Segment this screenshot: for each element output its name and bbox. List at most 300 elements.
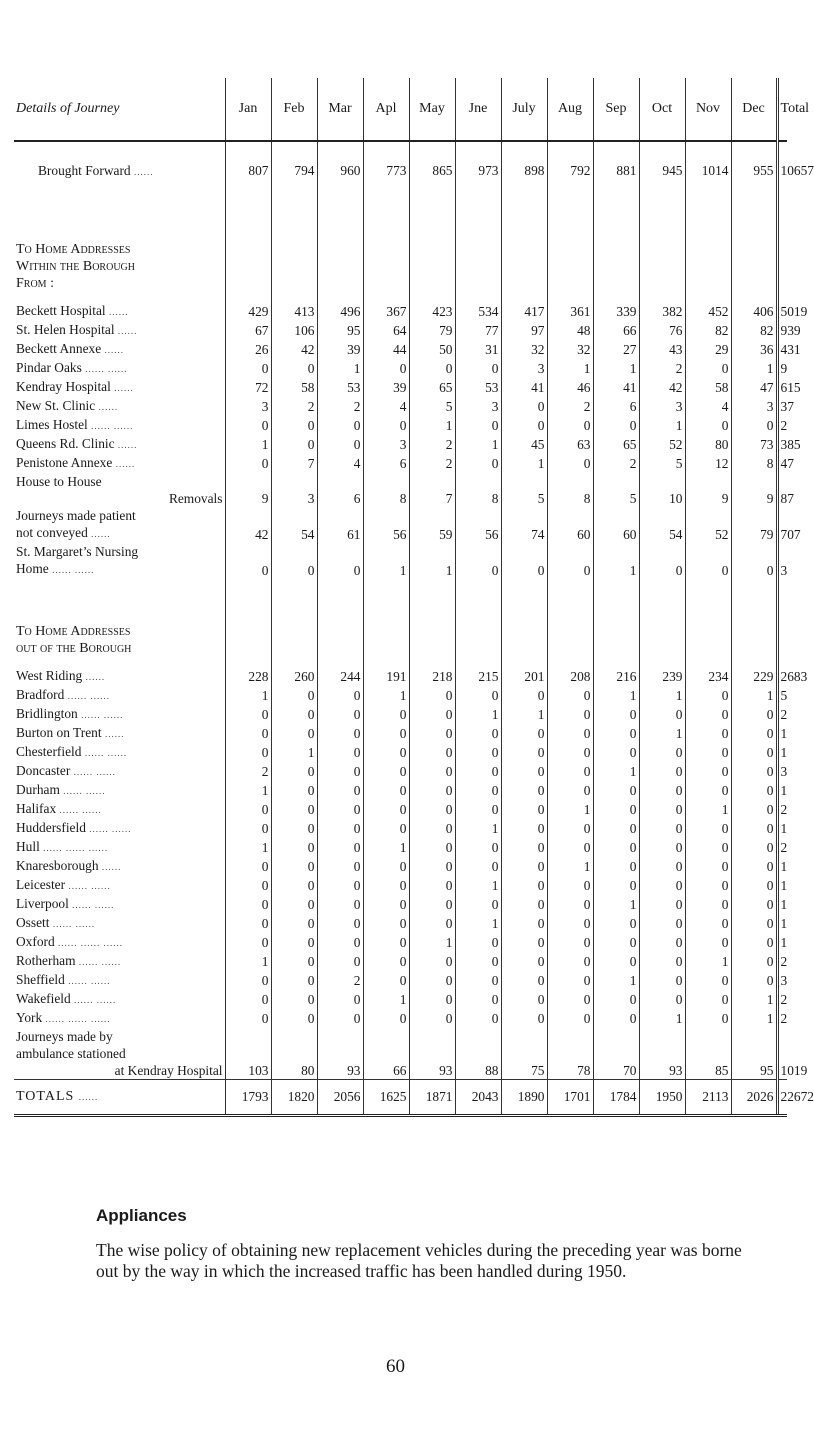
value-cell: 234 [685, 667, 731, 686]
row-label-line: West Riding [16, 668, 83, 683]
total-cell: 2 [777, 990, 787, 1009]
section-heading-line: To Home Addresses [16, 624, 131, 639]
value-cell: 2 [317, 397, 363, 416]
value-cell: 0 [547, 762, 593, 781]
dot-leader: ...... [98, 402, 119, 412]
value-cell: 54 [639, 507, 685, 543]
value-cell: 42 [639, 378, 685, 397]
value-cell: 58 [271, 378, 317, 397]
value-cell: 0 [501, 781, 547, 800]
table-row [14, 838, 787, 857]
value-cell: 1 [593, 971, 639, 990]
value-cell: 0 [409, 971, 455, 990]
value-cell: 0 [271, 952, 317, 971]
value-cell: 1 [547, 359, 593, 378]
value-cell: 417 [501, 302, 547, 321]
value-cell: 0 [685, 933, 731, 952]
value-cell: 59 [409, 507, 455, 543]
value-cell: 0 [685, 838, 731, 857]
value-cell: 0 [685, 895, 731, 914]
value-cell: 0 [455, 686, 501, 705]
row-label-line: Durham [16, 782, 60, 797]
table-row [14, 800, 787, 819]
dot-leader: ...... ...... [78, 957, 122, 967]
value-cell: 0 [639, 543, 685, 579]
value-cell: 0 [271, 435, 317, 454]
value-cell: 367 [363, 302, 409, 321]
total-cell: 2 [777, 952, 787, 971]
total-cell: 5 [777, 686, 787, 705]
value-cell: 1 [501, 454, 547, 473]
row-label-line: Burton on Trent [16, 725, 102, 740]
row-label-line: TOTALS [16, 1089, 75, 1104]
value-cell: 63 [547, 435, 593, 454]
value-cell: 0 [731, 724, 777, 743]
value-cell: 0 [731, 838, 777, 857]
value-cell: 0 [317, 952, 363, 971]
value-cell: 0 [501, 543, 547, 579]
value-cell: 1 [639, 1009, 685, 1028]
header-month-mar: Mar [317, 78, 363, 141]
value-cell: 0 [271, 705, 317, 724]
value-cell: 0 [317, 416, 363, 435]
value-cell: 80 [685, 435, 731, 454]
dot-leader: ...... ...... [81, 710, 124, 720]
dot-leader: ...... ...... [59, 805, 102, 815]
value-cell: 452 [685, 302, 731, 321]
table-row [14, 1009, 787, 1028]
value-cell: 8 [363, 473, 409, 507]
table-row [14, 435, 787, 454]
empty-cell [409, 200, 455, 302]
value-cell: 0 [731, 800, 777, 819]
value-cell: 1 [593, 543, 639, 579]
table-row [14, 895, 787, 914]
value-cell: 0 [547, 819, 593, 838]
row-label-line: Oxford [16, 934, 55, 949]
value-cell: 2043 [455, 1080, 501, 1116]
empty-cell [317, 200, 363, 302]
value-cell: 0 [685, 705, 731, 724]
value-cell: 0 [363, 876, 409, 895]
empty-cell [225, 200, 271, 302]
row-label [14, 416, 225, 435]
value-cell: 0 [593, 819, 639, 838]
value-cell: 0 [455, 781, 501, 800]
value-cell: 0 [455, 743, 501, 762]
total-cell: 707 [777, 507, 787, 543]
table-row [14, 359, 787, 378]
value-cell: 0 [363, 724, 409, 743]
row-label [14, 141, 225, 200]
empty-cell [593, 200, 639, 302]
value-cell: 58 [685, 378, 731, 397]
row-label [14, 454, 225, 473]
value-cell: 1701 [547, 1080, 593, 1116]
value-cell: 0 [501, 876, 547, 895]
value-cell: 0 [685, 857, 731, 876]
table-row [14, 473, 787, 507]
value-cell: 66 [593, 321, 639, 340]
value-cell: 80 [271, 1028, 317, 1080]
value-cell: 7 [271, 454, 317, 473]
value-cell: 0 [225, 705, 271, 724]
value-cell: 61 [317, 507, 363, 543]
value-cell: 208 [547, 667, 593, 686]
value-cell: 0 [501, 397, 547, 416]
value-cell: 2 [547, 397, 593, 416]
value-cell: 1 [501, 705, 547, 724]
value-cell: 0 [225, 971, 271, 990]
row-label-line: Liverpool [16, 896, 69, 911]
value-cell: 0 [363, 781, 409, 800]
section-heading-line: out of the Borough [16, 641, 132, 656]
dot-leader: ...... [117, 440, 138, 450]
row-label-line: Penistone Annexe [16, 455, 113, 470]
total-cell: 2 [777, 838, 787, 857]
dot-leader: ...... ...... ...... [43, 843, 109, 853]
value-cell: 1 [317, 359, 363, 378]
appliances-paragraph: The wise policy of obtaining new replacement vehicles during the preceding year was borne out by the way in which the increased traffic has been handled during 1950. [96, 1240, 742, 1281]
value-cell: 239 [639, 667, 685, 686]
value-cell: 45 [501, 435, 547, 454]
empty-cell [593, 579, 639, 667]
total-cell: 2 [777, 800, 787, 819]
row-label [14, 952, 225, 971]
table-row [14, 952, 787, 971]
total-cell: 1 [777, 743, 787, 762]
value-cell: 0 [317, 1009, 363, 1028]
value-cell: 0 [225, 724, 271, 743]
value-cell: 60 [593, 507, 639, 543]
value-cell: 0 [731, 543, 777, 579]
empty-cell [731, 200, 777, 302]
value-cell: 423 [409, 302, 455, 321]
journey-table [14, 78, 814, 1117]
value-cell: 0 [317, 895, 363, 914]
value-cell: 0 [363, 800, 409, 819]
row-label-line: at Kendray Hospital [114, 1063, 223, 1078]
empty-cell [363, 579, 409, 667]
value-cell: 54 [271, 507, 317, 543]
value-cell: 0 [271, 359, 317, 378]
value-cell: 0 [317, 876, 363, 895]
row-label-line: Wakefield [16, 991, 71, 1006]
row-label [14, 667, 225, 686]
table-row [14, 876, 787, 895]
total-cell: 1019 [777, 1028, 787, 1080]
value-cell: 0 [271, 971, 317, 990]
empty-cell [455, 579, 501, 667]
value-cell: 0 [639, 819, 685, 838]
row-label [14, 378, 225, 397]
value-cell: 1 [639, 686, 685, 705]
value-cell: 2 [639, 359, 685, 378]
value-cell: 1 [593, 359, 639, 378]
value-cell: 1 [225, 838, 271, 857]
table-row [14, 914, 787, 933]
value-cell: 3 [271, 473, 317, 507]
value-cell: 382 [639, 302, 685, 321]
value-cell: 0 [317, 857, 363, 876]
value-cell: 865 [409, 141, 455, 200]
value-cell: 5 [593, 473, 639, 507]
total-cell: 2 [777, 416, 787, 435]
value-cell: 0 [685, 359, 731, 378]
value-cell: 1 [593, 895, 639, 914]
value-cell: 66 [363, 1028, 409, 1080]
value-cell: 0 [685, 743, 731, 762]
row-label [14, 686, 225, 705]
value-cell: 82 [731, 321, 777, 340]
header-month-oct: Oct [639, 78, 685, 141]
value-cell: 0 [455, 416, 501, 435]
header-total: Total [777, 78, 787, 141]
value-cell: 47 [731, 378, 777, 397]
value-cell: 0 [455, 933, 501, 952]
value-cell: 1 [731, 1009, 777, 1028]
value-cell: 0 [593, 781, 639, 800]
table-row [14, 416, 787, 435]
empty-cell [731, 579, 777, 667]
value-cell: 0 [225, 895, 271, 914]
row-label-line: Hull [16, 839, 40, 854]
value-cell: 6 [593, 397, 639, 416]
value-cell: 0 [455, 762, 501, 781]
value-cell: 0 [317, 781, 363, 800]
value-cell: 0 [225, 454, 271, 473]
value-cell: 0 [731, 952, 777, 971]
value-cell: 0 [731, 914, 777, 933]
value-cell: 0 [501, 800, 547, 819]
value-cell: 0 [501, 416, 547, 435]
value-cell: 1 [685, 800, 731, 819]
value-cell: 0 [271, 800, 317, 819]
value-cell: 9 [685, 473, 731, 507]
dot-leader: ...... [114, 383, 134, 393]
value-cell: 0 [271, 895, 317, 914]
value-cell: 2 [409, 435, 455, 454]
table-header-row [14, 78, 787, 141]
dot-leader: ...... [115, 459, 136, 469]
table-row [14, 667, 787, 686]
value-cell: 0 [639, 914, 685, 933]
value-cell: 0 [501, 819, 547, 838]
value-cell: 0 [455, 857, 501, 876]
value-cell: 0 [547, 952, 593, 971]
dot-leader: ...... ...... ...... [45, 1014, 111, 1024]
value-cell: 41 [593, 378, 639, 397]
empty-cell [363, 200, 409, 302]
value-cell: 5 [639, 454, 685, 473]
row-label-line: ambulance stationed [16, 1046, 126, 1061]
value-cell: 42 [225, 507, 271, 543]
value-cell: 0 [501, 895, 547, 914]
value-cell: 2026 [731, 1080, 777, 1116]
row-label-line: York [16, 1010, 43, 1025]
value-cell: 64 [363, 321, 409, 340]
value-cell: 0 [547, 876, 593, 895]
value-cell: 0 [409, 914, 455, 933]
value-cell: 0 [547, 743, 593, 762]
value-cell: 1 [593, 686, 639, 705]
value-cell: 3 [455, 397, 501, 416]
row-label [14, 397, 225, 416]
table-row [14, 302, 787, 321]
value-cell: 429 [225, 302, 271, 321]
total-cell: 22672 [777, 1080, 787, 1116]
page-number: 60 [386, 1356, 405, 1377]
dot-leader: ...... [117, 326, 138, 336]
value-cell: 1 [639, 724, 685, 743]
value-cell: 0 [547, 990, 593, 1009]
empty-cell [271, 200, 317, 302]
value-cell: 0 [593, 990, 639, 1009]
row-label-line: Sheffield [16, 972, 65, 987]
dot-leader: ...... ...... [85, 364, 128, 374]
value-cell: 0 [225, 800, 271, 819]
value-cell: 56 [363, 507, 409, 543]
value-cell: 0 [317, 819, 363, 838]
total-cell: 615 [777, 378, 787, 397]
value-cell: 0 [363, 743, 409, 762]
empty-cell [455, 200, 501, 302]
section-heading [14, 200, 225, 302]
table-row [14, 990, 787, 1009]
value-cell: 0 [271, 876, 317, 895]
row-label-line: Journeys made patient [16, 508, 136, 523]
value-cell: 0 [409, 895, 455, 914]
value-cell: 27 [593, 340, 639, 359]
value-cell: 0 [501, 762, 547, 781]
value-cell: 0 [685, 914, 731, 933]
row-label-line: Removals [168, 491, 223, 506]
value-cell: 0 [547, 454, 593, 473]
value-cell: 0 [685, 819, 731, 838]
value-cell: 0 [363, 971, 409, 990]
value-cell: 31 [455, 340, 501, 359]
value-cell: 973 [455, 141, 501, 200]
value-cell: 65 [593, 435, 639, 454]
value-cell: 0 [363, 359, 409, 378]
value-cell: 74 [501, 507, 547, 543]
value-cell: 0 [271, 686, 317, 705]
value-cell: 794 [271, 141, 317, 200]
header-month-nov: Nov [685, 78, 731, 141]
empty-cell [639, 579, 685, 667]
row-label-line: Knaresborough [16, 858, 99, 873]
table-row [14, 819, 787, 838]
value-cell: 0 [455, 971, 501, 990]
header-month-july: July [501, 78, 547, 141]
header-month-dec: Dec [731, 78, 777, 141]
value-cell: 48 [547, 321, 593, 340]
brought-forward-row [14, 141, 787, 200]
value-cell: 6 [363, 454, 409, 473]
value-cell: 97 [501, 321, 547, 340]
value-cell: 807 [225, 141, 271, 200]
value-cell: 0 [639, 971, 685, 990]
value-cell: 5 [501, 473, 547, 507]
value-cell: 1 [225, 952, 271, 971]
value-cell: 0 [409, 819, 455, 838]
section-heading-line: To Home Addresses [16, 242, 131, 257]
value-cell: 0 [317, 743, 363, 762]
value-cell: 1950 [639, 1080, 685, 1116]
value-cell: 36 [731, 340, 777, 359]
value-cell: 0 [409, 800, 455, 819]
value-cell: 1 [731, 990, 777, 1009]
value-cell: 0 [455, 359, 501, 378]
value-cell: 0 [547, 705, 593, 724]
value-cell: 76 [639, 321, 685, 340]
value-cell: 1 [363, 686, 409, 705]
row-label [14, 724, 225, 743]
value-cell: 52 [639, 435, 685, 454]
table-row [14, 507, 787, 543]
value-cell: 0 [455, 990, 501, 1009]
row-label-line: Kendray Hospital [16, 379, 111, 394]
value-cell: 0 [317, 762, 363, 781]
value-cell: 106 [271, 321, 317, 340]
value-cell: 1 [593, 762, 639, 781]
table-row [14, 340, 787, 359]
value-cell: 0 [639, 857, 685, 876]
value-cell: 39 [317, 340, 363, 359]
value-cell: 0 [685, 876, 731, 895]
value-cell: 0 [271, 990, 317, 1009]
value-cell: 1 [455, 435, 501, 454]
total-cell: 3 [777, 971, 787, 990]
empty-cell [639, 200, 685, 302]
total-cell: 2 [777, 1009, 787, 1028]
empty-cell [777, 579, 787, 667]
value-cell: 41 [501, 378, 547, 397]
table-row [14, 378, 787, 397]
value-cell: 75 [501, 1028, 547, 1080]
value-cell: 1 [455, 914, 501, 933]
value-cell: 0 [363, 1009, 409, 1028]
value-cell: 2 [225, 762, 271, 781]
value-cell: 73 [731, 435, 777, 454]
empty-cell [409, 579, 455, 667]
value-cell: 1 [685, 952, 731, 971]
value-cell: 2 [409, 454, 455, 473]
value-cell: 1 [225, 686, 271, 705]
totals-row [14, 1080, 787, 1116]
value-cell: 0 [685, 990, 731, 1009]
row-label-line: Brought Forward [38, 163, 131, 178]
row-label [14, 876, 225, 895]
value-cell: 215 [455, 667, 501, 686]
value-cell: 4 [317, 454, 363, 473]
value-cell: 0 [317, 914, 363, 933]
value-cell: 0 [225, 359, 271, 378]
value-cell: 0 [501, 933, 547, 952]
value-cell: 1 [455, 819, 501, 838]
value-cell: 0 [501, 838, 547, 857]
value-cell: 2 [593, 454, 639, 473]
table-row [14, 454, 787, 473]
value-cell: 44 [363, 340, 409, 359]
row-label-line: not conveyed [16, 525, 88, 540]
value-cell: 945 [639, 141, 685, 200]
value-cell: 0 [363, 819, 409, 838]
value-cell: 1 [455, 705, 501, 724]
value-cell: 0 [455, 952, 501, 971]
row-label-line: Chesterfield [16, 744, 82, 759]
value-cell: 534 [455, 302, 501, 321]
